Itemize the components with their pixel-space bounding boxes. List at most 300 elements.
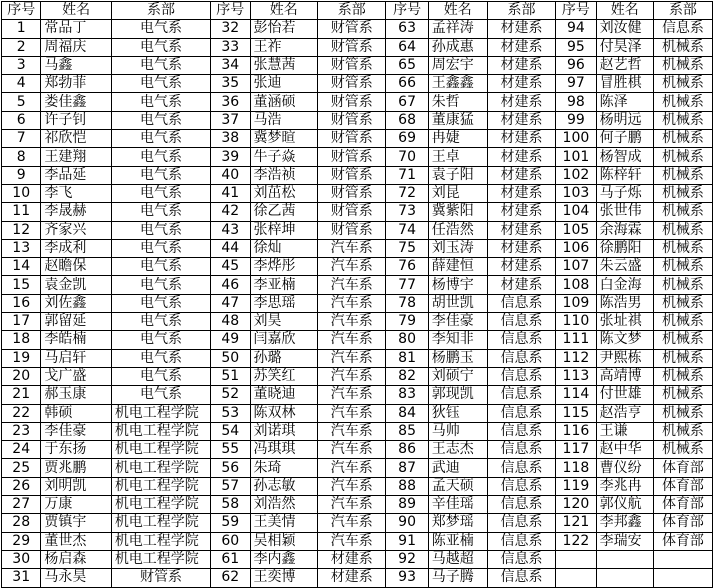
cell-seq: 115 xyxy=(556,404,596,422)
cell-name: 陈浩男 xyxy=(596,294,653,312)
cell-name: 张梓坤 xyxy=(250,221,318,239)
cell-dept: 汽车系 xyxy=(318,349,386,367)
cell-name: 杨鹏玉 xyxy=(428,349,487,367)
header-dept: 系部 xyxy=(487,2,555,20)
cell-dept: 汽车系 xyxy=(318,496,386,514)
cell-seq xyxy=(556,569,596,587)
cell-seq: 88 xyxy=(386,477,428,495)
cell-seq: 105 xyxy=(556,221,596,239)
cell-seq: 32 xyxy=(211,20,250,38)
cell-dept: 电气系 xyxy=(111,20,210,38)
cell-dept: 体育部 xyxy=(653,514,712,532)
cell-name: 赵瞻保 xyxy=(41,258,111,276)
cell-dept xyxy=(653,569,712,587)
cell-name: 孟天硕 xyxy=(428,477,487,495)
table-row xyxy=(2,184,713,202)
cell-dept: 信息系 xyxy=(487,422,555,440)
cell-name: 牛子焱 xyxy=(250,148,318,166)
cell-dept: 信息系 xyxy=(487,404,555,422)
cell-name: 李烨彤 xyxy=(250,258,318,276)
cell-dept: 材建系 xyxy=(487,148,555,166)
cell-dept: 电气系 xyxy=(111,166,210,184)
cell-dept: 机械系 xyxy=(653,422,712,440)
cell-name: 郭仪航 xyxy=(596,496,653,514)
cell-name: 徐鹏阳 xyxy=(596,239,653,257)
cell-dept: 信息系 xyxy=(487,514,555,532)
cell-dept: 材建系 xyxy=(487,20,555,38)
cell-name: 李兆冉 xyxy=(596,477,653,495)
cell-seq: 89 xyxy=(386,496,428,514)
cell-seq: 1 xyxy=(2,20,41,38)
cell-name: 董晓迪 xyxy=(250,386,318,404)
cell-name: 朱琦 xyxy=(250,459,318,477)
cell-name: 李知非 xyxy=(428,331,487,349)
cell-seq: 66 xyxy=(386,75,428,93)
cell-dept: 机械系 xyxy=(653,258,712,276)
cell-name: 李邦鑫 xyxy=(596,514,653,532)
cell-dept: 电气系 xyxy=(111,203,210,221)
cell-dept: 电气系 xyxy=(111,386,210,404)
cell-seq: 68 xyxy=(386,111,428,129)
cell-name: 王志杰 xyxy=(428,441,487,459)
cell-dept: 信息系 xyxy=(487,477,555,495)
cell-seq: 26 xyxy=(2,477,41,495)
cell-name: 孙成惠 xyxy=(428,38,487,56)
cell-seq: 16 xyxy=(2,294,41,312)
cell-seq: 65 xyxy=(386,56,428,74)
cell-seq: 111 xyxy=(556,331,596,349)
cell-dept: 机械系 xyxy=(653,56,712,74)
table-row xyxy=(2,148,713,166)
cell-name: 杨明远 xyxy=(596,111,653,129)
cell-name: 万康 xyxy=(41,496,111,514)
cell-dept: 材建系 xyxy=(487,276,555,294)
cell-name: 孙志敏 xyxy=(250,477,318,495)
cell-name: 陈双林 xyxy=(250,404,318,422)
cell-dept: 信息系 xyxy=(487,386,555,404)
cell-seq: 7 xyxy=(2,130,41,148)
cell-name: 王建翔 xyxy=(41,148,111,166)
table-row xyxy=(2,367,713,385)
cell-name: 李浩祯 xyxy=(250,166,318,184)
cell-name: 陈亚楠 xyxy=(428,532,487,550)
cell-seq: 53 xyxy=(211,404,250,422)
cell-name: 何子鹏 xyxy=(596,130,653,148)
cell-name: 冒胜棋 xyxy=(596,75,653,93)
cell-seq: 18 xyxy=(2,331,41,349)
student-roster-table xyxy=(1,1,713,588)
cell-dept: 电气系 xyxy=(111,258,210,276)
cell-name: 赵艺哲 xyxy=(596,56,653,74)
cell-name: 刘玉涛 xyxy=(428,239,487,257)
cell-dept: 机电工程学院 xyxy=(111,514,210,532)
cell-name: 韩硕 xyxy=(41,404,111,422)
cell-seq: 80 xyxy=(386,331,428,349)
cell-seq: 19 xyxy=(2,349,41,367)
cell-dept: 财管系 xyxy=(318,93,386,111)
cell-seq: 85 xyxy=(386,422,428,440)
cell-dept: 汽车系 xyxy=(318,404,386,422)
table-row xyxy=(2,496,713,514)
cell-seq: 82 xyxy=(386,367,428,385)
table-row xyxy=(2,514,713,532)
cell-dept: 电气系 xyxy=(111,184,210,202)
table-row xyxy=(2,477,713,495)
cell-seq: 44 xyxy=(211,239,250,257)
cell-dept: 机械系 xyxy=(653,130,712,148)
cell-dept: 机械系 xyxy=(653,367,712,385)
cell-name: 王鑫鑫 xyxy=(428,75,487,93)
cell-dept: 机械系 xyxy=(653,221,712,239)
cell-name: 马永昊 xyxy=(41,569,111,587)
cell-dept: 汽车系 xyxy=(318,386,386,404)
cell-seq: 25 xyxy=(2,459,41,477)
cell-name: 袁子阳 xyxy=(428,166,487,184)
cell-seq: 108 xyxy=(556,276,596,294)
cell-name: 贾兆鹏 xyxy=(41,459,111,477)
cell-name: 任浩然 xyxy=(428,221,487,239)
cell-name: 祁欣恺 xyxy=(41,130,111,148)
cell-name: 王美情 xyxy=(250,514,318,532)
cell-name: 董世杰 xyxy=(41,532,111,550)
cell-dept: 财管系 xyxy=(318,130,386,148)
cell-dept: 电气系 xyxy=(111,367,210,385)
cell-name: 张慧茜 xyxy=(250,56,318,74)
cell-name: 辛佳瑶 xyxy=(428,496,487,514)
cell-name: 王奕博 xyxy=(250,569,318,587)
cell-name: 周宏宇 xyxy=(428,56,487,74)
cell-seq: 51 xyxy=(211,367,250,385)
cell-dept: 材建系 xyxy=(487,111,555,129)
cell-name: 杨启森 xyxy=(41,550,111,568)
cell-dept: 电气系 xyxy=(111,221,210,239)
cell-name: 杨博宇 xyxy=(428,276,487,294)
cell-seq: 67 xyxy=(386,93,428,111)
cell-seq: 86 xyxy=(386,441,428,459)
cell-seq: 117 xyxy=(556,441,596,459)
cell-dept: 汽车系 xyxy=(318,239,386,257)
cell-seq: 83 xyxy=(386,386,428,404)
cell-name: 朱哲 xyxy=(428,93,487,111)
cell-name: 张世伟 xyxy=(596,203,653,221)
cell-name: 许子钊 xyxy=(41,111,111,129)
cell-seq: 112 xyxy=(556,349,596,367)
cell-seq: 49 xyxy=(211,331,250,349)
cell-dept: 电气系 xyxy=(111,331,210,349)
cell-seq: 71 xyxy=(386,166,428,184)
cell-seq: 24 xyxy=(2,441,41,459)
cell-name: 李亚楠 xyxy=(250,276,318,294)
cell-dept: 财管系 xyxy=(318,20,386,38)
cell-dept: 汽车系 xyxy=(318,367,386,385)
cell-seq: 97 xyxy=(556,75,596,93)
cell-dept: 财管系 xyxy=(318,38,386,56)
cell-seq: 104 xyxy=(556,203,596,221)
cell-seq: 100 xyxy=(556,130,596,148)
cell-seq: 58 xyxy=(211,496,250,514)
cell-seq: 76 xyxy=(386,258,428,276)
cell-name: 冀紫阳 xyxy=(428,203,487,221)
cell-seq: 101 xyxy=(556,148,596,166)
cell-dept: 财管系 xyxy=(111,569,210,587)
cell-dept: 信息系 xyxy=(487,367,555,385)
header-dept: 系部 xyxy=(653,2,712,20)
cell-dept: 电气系 xyxy=(111,313,210,331)
cell-dept: 信息系 xyxy=(487,331,555,349)
cell-dept: 电气系 xyxy=(111,93,210,111)
cell-seq: 6 xyxy=(2,111,41,129)
cell-seq: 3 xyxy=(2,56,41,74)
cell-name: 王卓 xyxy=(428,148,487,166)
cell-name: 李飞 xyxy=(41,184,111,202)
header-row xyxy=(2,2,713,20)
cell-name: 李成利 xyxy=(41,239,111,257)
cell-dept: 信息系 xyxy=(487,294,555,312)
cell-dept: 材建系 xyxy=(487,258,555,276)
table-row xyxy=(2,404,713,422)
cell-seq: 27 xyxy=(2,496,41,514)
table-row xyxy=(2,331,713,349)
cell-seq: 41 xyxy=(211,184,250,202)
cell-seq: 84 xyxy=(386,404,428,422)
cell-dept: 材建系 xyxy=(487,56,555,74)
cell-dept: 财管系 xyxy=(318,75,386,93)
cell-seq: 50 xyxy=(211,349,250,367)
cell-dept: 信息系 xyxy=(487,532,555,550)
cell-name: 马帅 xyxy=(428,422,487,440)
cell-seq: 55 xyxy=(211,441,250,459)
cell-dept: 财管系 xyxy=(318,221,386,239)
cell-name: 苏笑红 xyxy=(250,367,318,385)
cell-seq: 30 xyxy=(2,550,41,568)
cell-seq: 46 xyxy=(211,276,250,294)
cell-seq: 106 xyxy=(556,239,596,257)
cell-seq: 70 xyxy=(386,148,428,166)
cell-name: 薛建恒 xyxy=(428,258,487,276)
cell-seq: 48 xyxy=(211,313,250,331)
cell-dept: 电气系 xyxy=(111,111,210,129)
cell-name: 马越超 xyxy=(428,550,487,568)
cell-name: 马浩 xyxy=(250,111,318,129)
cell-name: 周福庆 xyxy=(41,38,111,56)
header-dept: 系部 xyxy=(111,2,210,20)
cell-name: 徐灿 xyxy=(250,239,318,257)
cell-dept: 材建系 xyxy=(487,166,555,184)
cell-dept: 机械系 xyxy=(653,349,712,367)
cell-name: 付昊泽 xyxy=(596,38,653,56)
cell-name: 刘诺琪 xyxy=(250,422,318,440)
cell-seq: 77 xyxy=(386,276,428,294)
header-seq: 序号 xyxy=(386,2,428,20)
cell-seq: 102 xyxy=(556,166,596,184)
cell-dept: 汽车系 xyxy=(318,294,386,312)
cell-dept: 材建系 xyxy=(318,550,386,568)
cell-seq: 116 xyxy=(556,422,596,440)
cell-dept: 机械系 xyxy=(653,239,712,257)
cell-name: 李佳豪 xyxy=(41,422,111,440)
table-row xyxy=(2,550,713,568)
cell-dept: 机电工程学院 xyxy=(111,550,210,568)
cell-seq: 37 xyxy=(211,111,250,129)
cell-name xyxy=(596,569,653,587)
cell-seq: 57 xyxy=(211,477,250,495)
cell-name: 赵浩亨 xyxy=(596,404,653,422)
cell-seq: 118 xyxy=(556,459,596,477)
cell-name: 刘佐鑫 xyxy=(41,294,111,312)
cell-dept: 体育部 xyxy=(653,496,712,514)
cell-name: 杨智成 xyxy=(596,148,653,166)
cell-name: 刘明凯 xyxy=(41,477,111,495)
cell-dept: 汽车系 xyxy=(318,514,386,532)
cell-dept: 机械系 xyxy=(653,404,712,422)
cell-dept: 机械系 xyxy=(653,166,712,184)
cell-seq: 73 xyxy=(386,203,428,221)
cell-dept: 机械系 xyxy=(653,184,712,202)
table-row xyxy=(2,349,713,367)
cell-dept: 体育部 xyxy=(653,532,712,550)
cell-seq: 36 xyxy=(211,93,250,111)
header-name: 姓名 xyxy=(428,2,487,20)
cell-name xyxy=(596,550,653,568)
cell-seq: 103 xyxy=(556,184,596,202)
cell-dept: 机械系 xyxy=(653,331,712,349)
cell-name: 马子烁 xyxy=(596,184,653,202)
cell-seq: 95 xyxy=(556,38,596,56)
cell-name: 孟祥涛 xyxy=(428,20,487,38)
cell-name: 于东扬 xyxy=(41,441,111,459)
header-name: 姓名 xyxy=(41,2,111,20)
table-row xyxy=(2,221,713,239)
cell-dept: 体育部 xyxy=(653,477,712,495)
cell-name: 彭怡若 xyxy=(250,20,318,38)
cell-dept: 材建系 xyxy=(487,93,555,111)
cell-dept: 财管系 xyxy=(318,56,386,74)
cell-name: 冀梦暄 xyxy=(250,130,318,148)
cell-seq: 35 xyxy=(211,75,250,93)
cell-seq: 13 xyxy=(2,239,41,257)
table-row xyxy=(2,313,713,331)
cell-dept: 信息系 xyxy=(487,550,555,568)
cell-seq: 91 xyxy=(386,532,428,550)
cell-seq: 98 xyxy=(556,93,596,111)
cell-seq: 39 xyxy=(211,148,250,166)
cell-seq: 29 xyxy=(2,532,41,550)
cell-dept: 材建系 xyxy=(487,184,555,202)
cell-name: 高靖博 xyxy=(596,367,653,385)
header-name: 姓名 xyxy=(250,2,318,20)
cell-dept: 电气系 xyxy=(111,148,210,166)
cell-dept: 电气系 xyxy=(111,38,210,56)
cell-seq: 96 xyxy=(556,56,596,74)
header-seq: 序号 xyxy=(211,2,250,20)
cell-dept: 机电工程学院 xyxy=(111,404,210,422)
cell-seq: 14 xyxy=(2,258,41,276)
cell-dept: 机电工程学院 xyxy=(111,422,210,440)
cell-dept: 汽车系 xyxy=(318,441,386,459)
cell-name: 李皓楠 xyxy=(41,331,111,349)
header-seq: 序号 xyxy=(2,2,41,20)
cell-seq: 22 xyxy=(2,404,41,422)
table-row xyxy=(2,111,713,129)
cell-name: 徐乙茜 xyxy=(250,203,318,221)
table-row xyxy=(2,459,713,477)
cell-name: 余海霖 xyxy=(596,221,653,239)
cell-name: 刘茁松 xyxy=(250,184,318,202)
cell-seq: 5 xyxy=(2,93,41,111)
cell-dept: 信息系 xyxy=(487,459,555,477)
cell-dept: 机械系 xyxy=(653,441,712,459)
table-row xyxy=(2,386,713,404)
cell-name: 吴相颖 xyxy=(250,532,318,550)
cell-dept: 汽车系 xyxy=(318,313,386,331)
table-row xyxy=(2,75,713,93)
cell-dept: 机电工程学院 xyxy=(111,441,210,459)
cell-name: 王谦 xyxy=(596,422,653,440)
table-row xyxy=(2,294,713,312)
cell-seq xyxy=(556,550,596,568)
cell-dept: 机械系 xyxy=(653,75,712,93)
cell-name: 胡世凯 xyxy=(428,294,487,312)
cell-seq: 23 xyxy=(2,422,41,440)
table-row xyxy=(2,276,713,294)
cell-dept: 电气系 xyxy=(111,239,210,257)
header-name: 姓名 xyxy=(596,2,653,20)
cell-dept: 电气系 xyxy=(111,276,210,294)
cell-name: 齐家兴 xyxy=(41,221,111,239)
cell-name: 陈梓轩 xyxy=(596,166,653,184)
table-row xyxy=(2,441,713,459)
cell-seq: 62 xyxy=(211,569,250,587)
cell-dept: 机械系 xyxy=(653,111,712,129)
cell-seq: 120 xyxy=(556,496,596,514)
cell-name: 董涵硕 xyxy=(250,93,318,111)
cell-name: 陈泽 xyxy=(596,93,653,111)
cell-seq: 9 xyxy=(2,166,41,184)
cell-seq: 21 xyxy=(2,386,41,404)
cell-seq: 69 xyxy=(386,130,428,148)
cell-name: 郝玉康 xyxy=(41,386,111,404)
cell-seq: 74 xyxy=(386,221,428,239)
cell-dept: 汽车系 xyxy=(318,477,386,495)
table-row xyxy=(2,569,713,587)
cell-name: 孙璐 xyxy=(250,349,318,367)
cell-name: 朱云盛 xyxy=(596,258,653,276)
cell-seq: 99 xyxy=(556,111,596,129)
cell-seq: 34 xyxy=(211,56,250,74)
cell-seq: 45 xyxy=(211,258,250,276)
cell-name: 马子腾 xyxy=(428,569,487,587)
cell-seq: 59 xyxy=(211,514,250,532)
cell-seq: 52 xyxy=(211,386,250,404)
cell-dept: 财管系 xyxy=(318,111,386,129)
cell-name: 闫嘉欣 xyxy=(250,331,318,349)
cell-dept xyxy=(653,550,712,568)
cell-seq: 54 xyxy=(211,422,250,440)
cell-seq: 75 xyxy=(386,239,428,257)
cell-dept: 材建系 xyxy=(487,203,555,221)
table-row xyxy=(2,166,713,184)
cell-name: 郑勃菲 xyxy=(41,75,111,93)
cell-dept: 机械系 xyxy=(653,294,712,312)
table-row xyxy=(2,130,713,148)
cell-seq: 60 xyxy=(211,532,250,550)
table-row xyxy=(2,422,713,440)
cell-dept: 信息系 xyxy=(487,496,555,514)
cell-seq: 8 xyxy=(2,148,41,166)
table-row xyxy=(2,239,713,257)
cell-name: 郑梦瑶 xyxy=(428,514,487,532)
table-row xyxy=(2,258,713,276)
